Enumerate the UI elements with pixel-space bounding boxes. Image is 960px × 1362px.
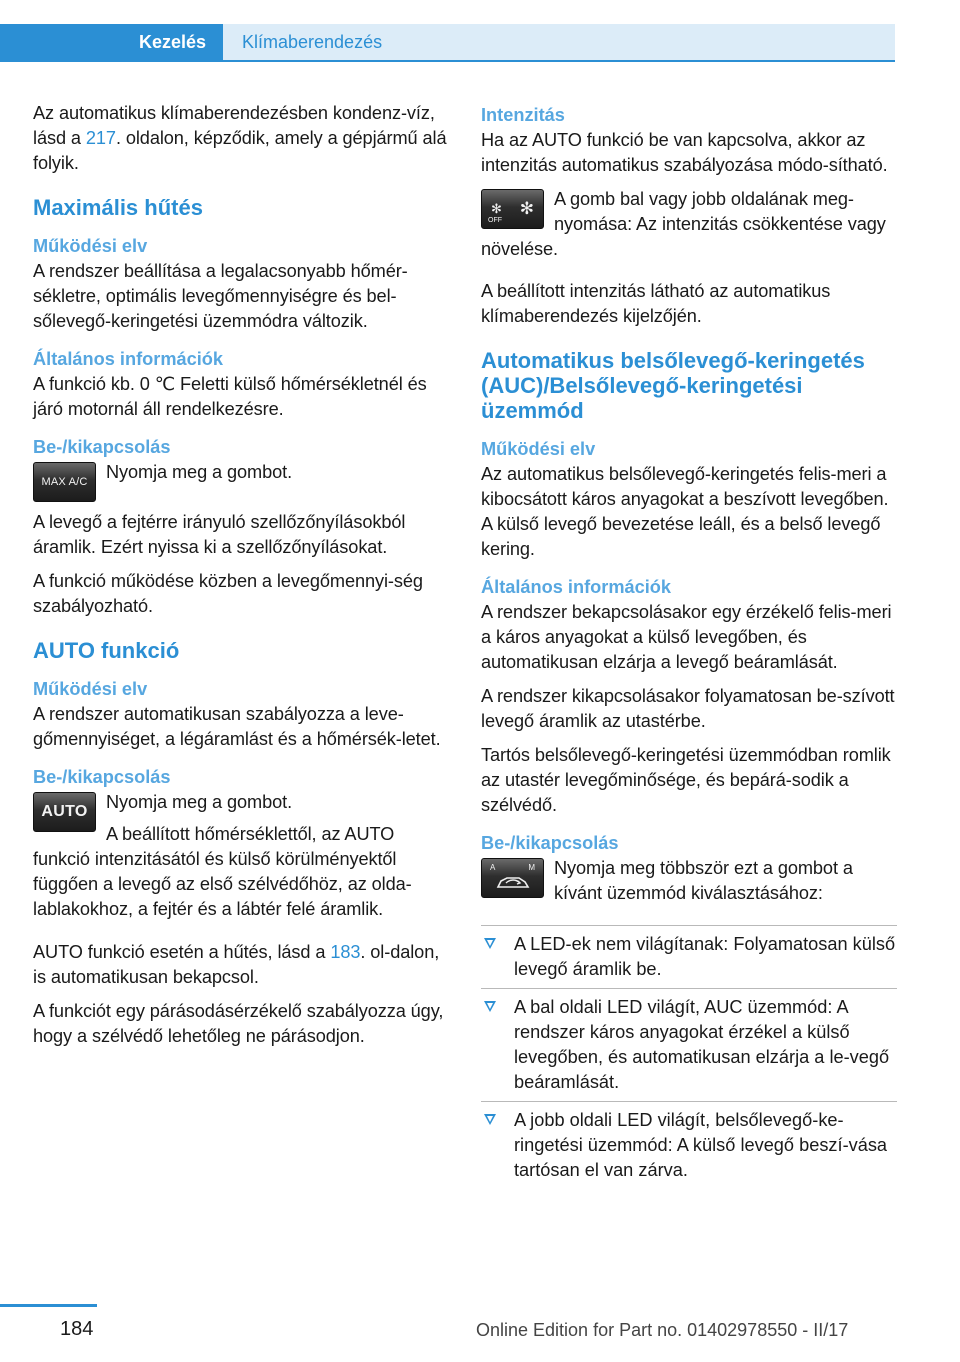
auto-fog-sensor-text: A funkciót egy párásodásérzékelő szabályozza úgy, hogy a szélvédő lehetőleg ne párásodjon.: [33, 1001, 444, 1046]
left-column: [33, 101, 453, 1058]
subsection-title-onoff: Be-/kikapcsolás: [33, 767, 171, 787]
section-title-max-cooling: Maximális hűtés: [33, 195, 203, 220]
page-number: 184: [60, 1318, 94, 1340]
triangle-bullet-icon: [484, 938, 496, 949]
chapter-header: [0, 24, 895, 62]
auto-row: [33, 790, 453, 931]
auc-general-text-3: Tartós belsőlevegő-keringetési üzemmódban romlik az utastér levegőminősége, és bepárá-sodik a szélvédő.: [481, 745, 891, 815]
subsection-title-intensity: Intenzitás: [481, 105, 565, 125]
triangle-bullet-icon: [484, 1114, 496, 1125]
page-link-183[interactable]: 183: [330, 942, 361, 962]
car-recirculation-icon: [495, 872, 531, 892]
list-item: A LED-ek nem világítanak: Folyamatosan külső levegő áramlik be.: [481, 925, 897, 988]
auc-row: [481, 856, 897, 915]
auc-m-label: M: [528, 863, 535, 872]
recirculation-button-image: [481, 858, 544, 898]
subsection-title-general: Általános információk: [33, 349, 224, 369]
subsection-title-onoff: Be-/kikapcsolás: [481, 833, 619, 853]
auto-principle-text: A rendszer automatikusan szabályozza a leve-gőmennyiséget, a légáramlást és a hőmérsék-letet.: [33, 704, 441, 749]
max-cooling-general-text: A funkció kb. 0 ℃ Feletti külső hőmérsékletnél és járó motornál áll rendelkezésre.: [33, 374, 427, 419]
off-label: OFF: [488, 217, 502, 224]
subsection-title-principle: Működési elv: [481, 439, 596, 459]
fan-small-icon: ✻: [490, 201, 502, 216]
intensity-button-text: A gomb bal vagy jobb oldalának meg-nyomása: Az intenzitás csökkentése vagy növelése.: [481, 189, 886, 259]
auc-principle-text: Az automatikus belsőlevegő-keringetés felis-meri a kibocsátott káros anyagokat a beszívott levegőben. A külső levegő bevezetése leáll, és a belső levegő kering.: [481, 464, 889, 559]
subsection-title-principle: Működési elv: [33, 679, 148, 699]
auc-general-text-2: A rendszer kikapcsolásakor folyamatosan be-szívott levegő áramlik az utastérbe.: [481, 686, 895, 731]
section-title-auc: Automatikus belsőlevegő-keringetés (AUC)/Belsőlevegő-keringetési üzemmód: [481, 348, 865, 423]
footer-divider: [0, 1304, 97, 1307]
tab-kezeles[interactable]: Kezelés: [0, 24, 223, 60]
header-divider: [0, 60, 895, 62]
tab-klimaberendezes[interactable]: Klímaberendezés: [223, 24, 895, 60]
max-ac-button-text: Nyomja meg a gombot.: [106, 462, 293, 482]
max-cooling-text-1: A levegő a fejtérre irányuló szellőzőnyílásokból áramlik. Ezért nyissa ki a szellőzőnyílásokat.: [33, 512, 406, 557]
max-cooling-principle-text: A rendszer beállítása a legalacsonyabb hőmér-sékletre, optimális levegőmennyiségre és bel-sőlevegő-keringetési üzemmódra változik.: [33, 261, 408, 331]
subsection-title-general: Általános információk: [481, 577, 672, 597]
right-column: [481, 101, 897, 1189]
page-link-217[interactable]: 217: [85, 128, 116, 148]
auc-a-label: A: [490, 863, 496, 872]
fan-large-icon: ✻: [519, 199, 535, 218]
auto-button-text-1: Nyomja meg a gombot.: [106, 792, 293, 812]
list-item: A jobb oldali LED világít, belsőlevegő-ke-ringetési üzemmód: A külső levegő beszí-vása tartósan el van zárva.: [481, 1101, 897, 1189]
edition-text: Online Edition for Part no. 01402978550 - II/17: [476, 1320, 849, 1340]
subsection-title-onoff: Be-/kikapcsolás: [33, 437, 171, 457]
fan-intensity-button-image: [481, 189, 544, 229]
auc-mode-list: [481, 925, 897, 1189]
max-ac-row: [33, 460, 453, 502]
subsection-title-principle: Működési elv: [33, 236, 148, 256]
intensity-display-text: A beállított intenzitás látható az automatikus klímaberendezés kijelzőjén.: [481, 281, 831, 326]
auc-button-text: Nyomja meg többször ezt a gombot a kívánt üzemmód kiválasztásához:: [554, 858, 853, 903]
section-title-auto: AUTO funkció: [33, 638, 180, 663]
list-item: A bal oldali LED világít, AUC üzemmód: A rendszer káros anyagokat érzékel a külső levegőben, és automatikusan elzárja a le-vegő beáramlását.: [481, 988, 897, 1101]
intensity-text: Ha az AUTO funkció be van kapcsolva, akkor az intenzitás automatikus szabályozása módo-sítható.: [481, 130, 888, 175]
auto-button-text-2: A beállított hőmérséklettől, az AUTO funkció intenzitásától és külső körülményektől függően a levegő az első szélvédőhöz, az olda-lablakokhoz, a fejtér és a lábtér felé áramlik.: [33, 824, 412, 919]
auto-cooling-text: AUTO funkció esetén a hűtés, lásd a 183. ol-dalon, is automatikusan bekapcsol.: [33, 942, 440, 987]
max-cooling-text-2: A funkció működése közben a levegőmennyi-ség szabályozható.: [33, 571, 423, 616]
auto-button-image: AUTO: [33, 792, 96, 832]
triangle-bullet-icon: [484, 1001, 496, 1012]
max-ac-button-image: MAX A/C: [33, 462, 96, 502]
auc-general-text-1: A rendszer bekapcsolásakor egy érzékelő felis-meri a káros anyagokat a külső levegőben, és automatikusan elzárja a levegő beáramlását.: [481, 602, 892, 672]
intensity-row: [481, 187, 897, 271]
intro-paragraph: Az automatikus klímaberendezésben kondenz-víz, lásd a 217. oldalon, képződik, amely a gépjármű alá folyik.: [33, 103, 447, 173]
